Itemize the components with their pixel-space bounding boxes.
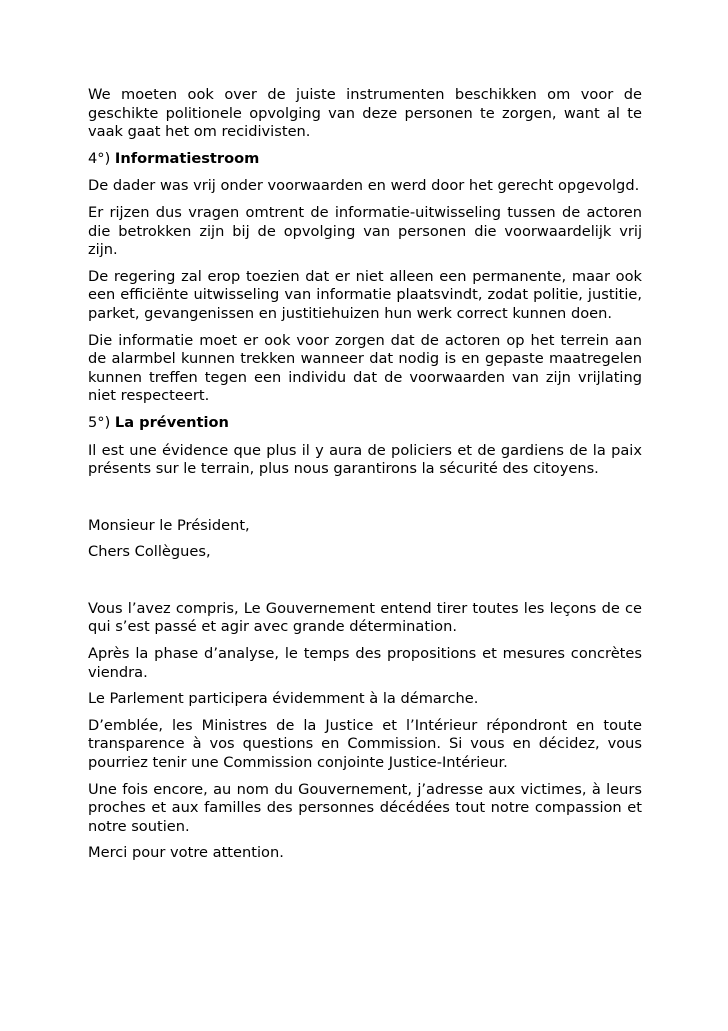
paragraph-compris: Vous l’avez compris, Le Gouvernement entend tirer toutes les leçons de ce qui s’est passé et agir avec grande détermination. xyxy=(88,599,642,636)
spacer xyxy=(88,570,642,600)
document-page xyxy=(88,86,642,871)
section-heading-prevention xyxy=(88,414,642,433)
paragraph-victimes: Une fois encore, au nom du Gouvernement, j’adresse aux victimes, à leurs proches et aux familles des personnes décédées tout notre compassion et notre soutien. xyxy=(88,780,642,835)
paragraph-vragen: Er rijzen dus vragen omtrent de informatie-uitwisseling tussen de actoren die betrokken zijn bij de opvolging van personen die voorwaardelijk vrij zijn. xyxy=(88,203,642,259)
paragraph-analyse: Après la phase d’analyse, le temps des propositions et mesures concrètes viendra. xyxy=(88,645,642,681)
spacer xyxy=(88,487,642,517)
paragraph-instruments: We moeten ook over de juiste instrumenten beschikken om voor de geschikte politionele opvolging van deze personen te zorgen, want al te vaak gaat het om recidivisten. xyxy=(88,86,642,141)
section-number: 4°) xyxy=(88,149,111,167)
section-heading-informatiestroom xyxy=(88,150,642,169)
paragraph-parlement: Le Parlement participera évidemment à la démarche. xyxy=(88,690,479,708)
paragraph-dader: De dader was vrij onder voorwaarden en werd door het gerecht opgevolgd. xyxy=(88,177,640,195)
salutation-president: Monsieur le Président, xyxy=(88,516,250,534)
paragraph-informatie: Die informatie moet er ook voor zorgen dat de actoren op het terrein aan de alarmbel kunnen trekken wanneer dat nodig is en gepaste maatregelen kunnen treffen tegen een individu dat de voorwaarden van zijn vrijlating niet respecteert. xyxy=(88,331,642,405)
section-title: Informatiestroom xyxy=(114,149,260,167)
paragraph-merci: Merci pour votre attention. xyxy=(88,844,284,862)
paragraph-ministres: D’emblée, les Ministres de la Justice et l’Intérieur répondront en toute transparence à vos questions en Commission. Si vous en décidez, vous pourriez tenir une Commission conjointe Justice-Intérieur. xyxy=(88,716,642,772)
salutation-collegues: Chers Collègues, xyxy=(88,543,211,561)
section-number: 5°) xyxy=(88,413,111,431)
paragraph-evidence: Il est une évidence que plus il y aura de policiers et de gardiens de la paix présents sur le terrain, plus nous garantirons la sécurité des citoyens. xyxy=(88,441,642,478)
paragraph-regering: De regering zal erop toezien dat er niet alleen een permanente, maar ook een efficiënte uitwisseling van informatie plaatsvindt, zodat politie, justitie, parket, gevangenissen en justitiehuizen hun werk correct kunnen doen. xyxy=(88,267,642,322)
section-title: La prévention xyxy=(114,413,229,431)
